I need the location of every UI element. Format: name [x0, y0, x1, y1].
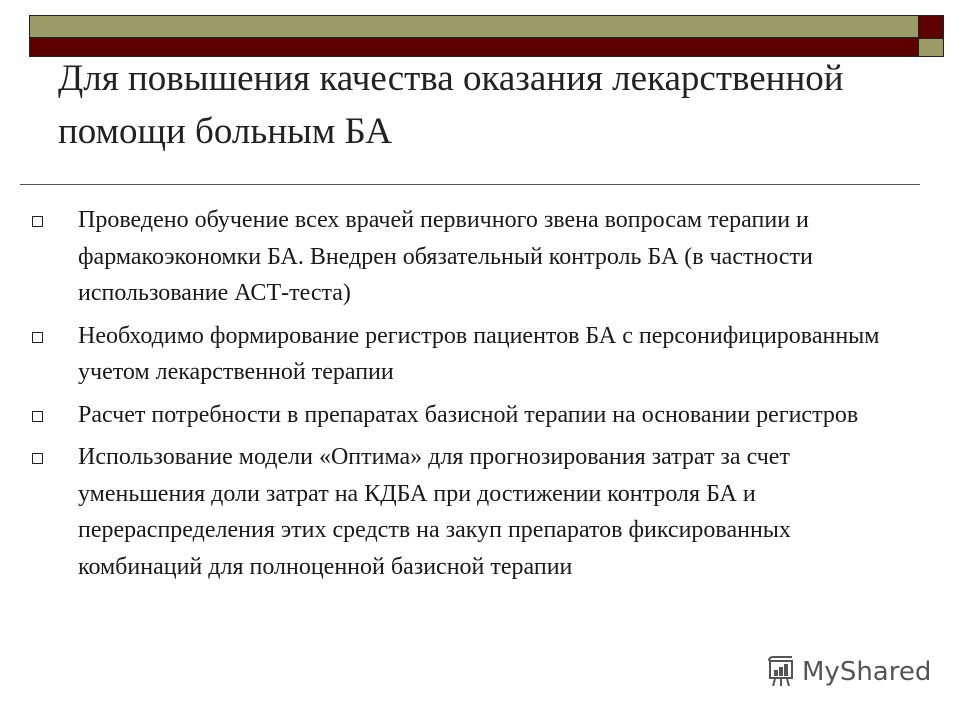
bullet-text: Проведено обучение всех врачей первичного звена вопросам терапии и фармакоэкономки БА. Внедрен обязательный контроль БА (в частности использование АСТ-теста) [78, 207, 813, 306]
bullet-text: Необходимо формирование регистров пациентов БА с персонифицированным учетом лекарственной терапии [78, 322, 880, 385]
header-bar-olive [29, 15, 920, 38]
presentation-board-icon [766, 656, 796, 688]
square-bullet-icon [32, 453, 43, 464]
square-bullet-icon [32, 411, 43, 422]
list-item [30, 318, 910, 391]
slide-title: Для повышения качества оказания лекарственной помощи больным БА [58, 58, 844, 152]
header-square-red [918, 15, 944, 40]
list-item [30, 202, 910, 312]
square-bullet-icon [32, 216, 43, 227]
watermark-text: MyShared [802, 657, 932, 687]
bullet-text: Расчет потребности в препаратах базисной терапии на основании регистров [78, 401, 859, 428]
bullet-text: Использование модели «Оптима» для прогнозирования затрат за счет уменьшения доли затрат на КДБА при достижении контроля БА и перераспределения этих средств на закуп препаратов фиксированных комбинаций для полноценной базисной терапии [78, 444, 791, 580]
square-bullet-icon [32, 332, 43, 343]
header-square-olive [918, 38, 944, 57]
title-divider [20, 184, 920, 185]
bullet-list [30, 202, 910, 591]
list-item [30, 439, 910, 585]
list-item [30, 397, 910, 434]
watermark [766, 656, 931, 688]
